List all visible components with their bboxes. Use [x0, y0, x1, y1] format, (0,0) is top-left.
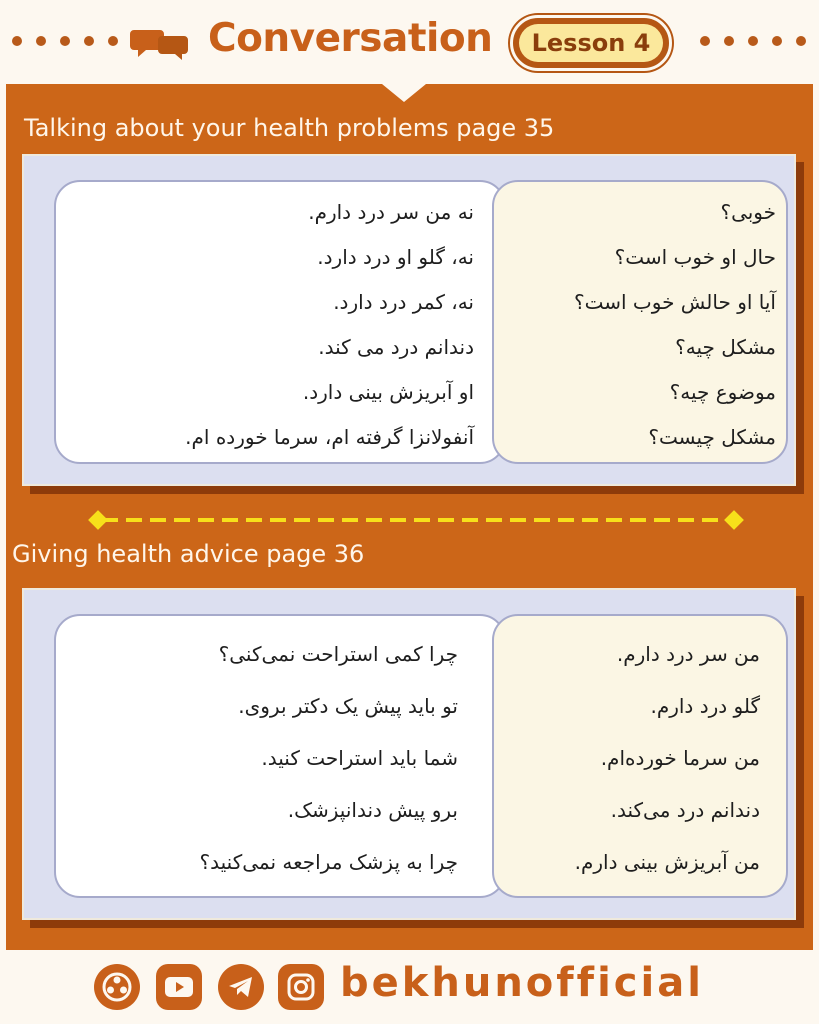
header-notch: [382, 84, 426, 102]
question-line: مشکل چیست؟: [648, 425, 776, 449]
questions-list: [574, 190, 776, 460]
problem-line: من سرما خورده‌ام.: [600, 746, 760, 770]
brand-handle[interactable]: bekhunofficial: [340, 960, 704, 1006]
section2-panel: [22, 588, 796, 920]
chat-bubbles-icon: [130, 26, 190, 60]
problem-line: دندانم درد می‌کند.: [610, 798, 760, 822]
decorative-dots-right: [700, 36, 806, 46]
advice-line: شما باید استراحت کنید.: [261, 746, 458, 770]
question-line: خوبی؟: [720, 200, 776, 224]
advice-list: [200, 628, 458, 888]
problem-line: من سر درد دارم.: [616, 642, 760, 666]
question-line: مشکل چیه؟: [675, 335, 776, 359]
question-line: موضوع چیه؟: [669, 380, 776, 404]
question-line: حال او خوب است؟: [614, 245, 776, 269]
dashed-divider: [88, 510, 744, 530]
answer-line: آنفولانزا گرفته ام، سرما خورده ام.: [185, 425, 474, 449]
decorative-dots-left: [12, 36, 118, 46]
problem-line: من آبریزش بینی دارم.: [574, 850, 760, 874]
advice-line: چرا به پزشک مراجعه نمی‌کنید؟: [199, 850, 458, 874]
castbox-icon[interactable]: [94, 964, 140, 1010]
advice-line: چرا کمی استراحت نمی‌کنی؟: [218, 642, 458, 666]
header: [0, 0, 819, 86]
answer-line: نه، کمر درد دارد.: [333, 290, 474, 314]
advice-line: تو باید پیش یک دکتر بروی.: [238, 694, 458, 718]
footer: [0, 950, 819, 1024]
advice-line: برو پیش دندانپزشک.: [287, 798, 458, 822]
lesson-badge-label: Lesson 4: [519, 24, 663, 62]
section2-title: Giving health advice page 36: [12, 540, 365, 568]
youtube-icon[interactable]: [156, 964, 202, 1010]
problems-list: [575, 628, 760, 888]
section1-title: Talking about your health problems page 35: [24, 114, 555, 142]
instagram-icon[interactable]: [278, 964, 324, 1010]
telegram-icon[interactable]: [218, 964, 264, 1010]
lesson-badge: [510, 15, 672, 71]
answers-list: [185, 190, 474, 460]
answer-line: نه، گلو او درد دارد.: [317, 245, 474, 269]
answer-line: نه من سر درد دارم.: [308, 200, 474, 224]
question-line: آیا او حالش خوب است؟: [573, 290, 776, 314]
problem-line: گلو درد دارم.: [650, 694, 760, 718]
answer-line: او آبریزش بینی دارد.: [302, 380, 474, 404]
page-title: Conversation: [208, 16, 493, 61]
answer-line: دندانم درد می کند.: [318, 335, 474, 359]
section1-panel: [22, 154, 796, 486]
